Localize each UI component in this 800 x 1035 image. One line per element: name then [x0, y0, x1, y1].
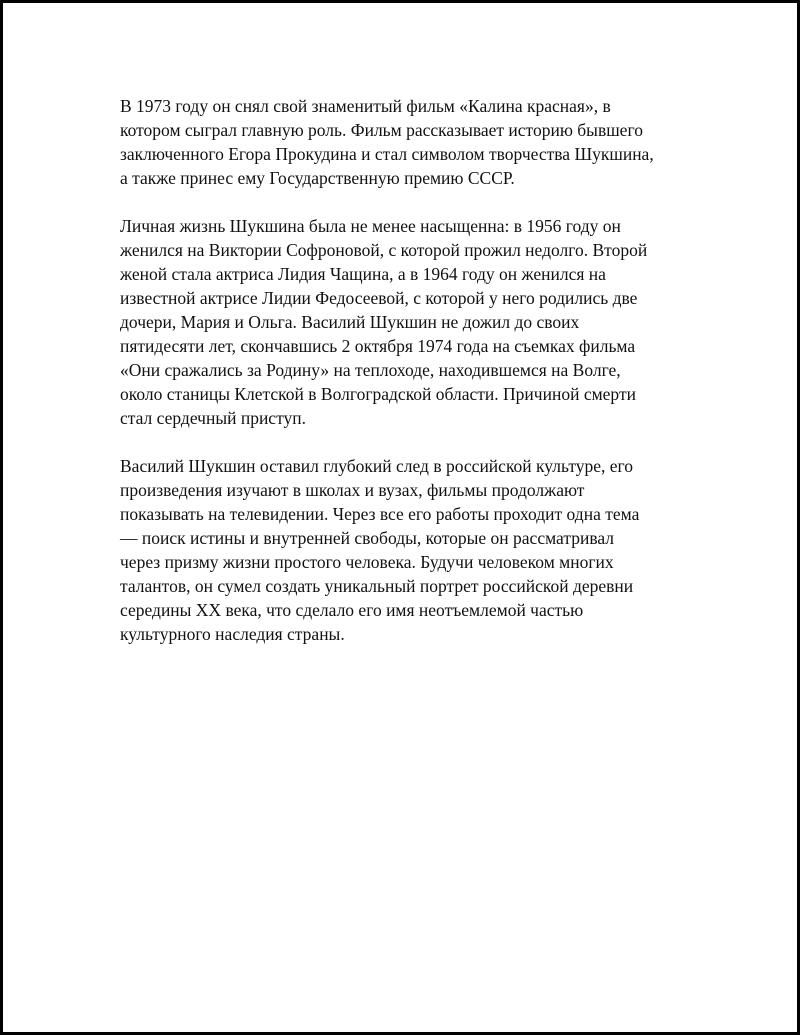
paragraph-kalina-krasnaya: В 1973 году он снял свой знаменитый фильм «Калина красная», в котором сыграл главную роль. Фильм рассказывает историю бывшего заключенного Егора Прокудина и стал символом творчества Шукшина, а также принес ему Государственную премию СССР. [120, 96, 654, 188]
paragraph-legacy: Василий Шукшин оставил глубокий след в российской культуре, его произведения изучают в школах и вузах, фильмы продолжают показывать на телевидении. Через все его работы проходит одна тема — поиск истины и внутренней свободы, которые он рассматривал через призму жизни простого человека. Будучи человеком многих талантов, он сумел создать уникальный портрет российской деревни середины XX века, что сделало его имя неотъемлемой частью культурного наследия страны. [120, 456, 640, 644]
paragraph-personal-life: Личная жизнь Шукшина была не менее насыщенна: в 1956 году он женился на Виктории Софроновой, с которой прожил недолго. Второй женой стала актриса Лидия Чащина, а в 1964 году он женился на известной актрисе Лидии Федосеевой, с которой у него родились две дочери, Мария и Ольга. Василий Шукшин не дожил до своих пятидесяти лет, скончавшись 2 октября 1974 года на съемках фильма «Они сражались за Родину» на теплоходе, находившемся на Волге, около станицы Клетской в Волгоградской области. Причиной смерти стал сердечный приступ. [120, 216, 648, 428]
